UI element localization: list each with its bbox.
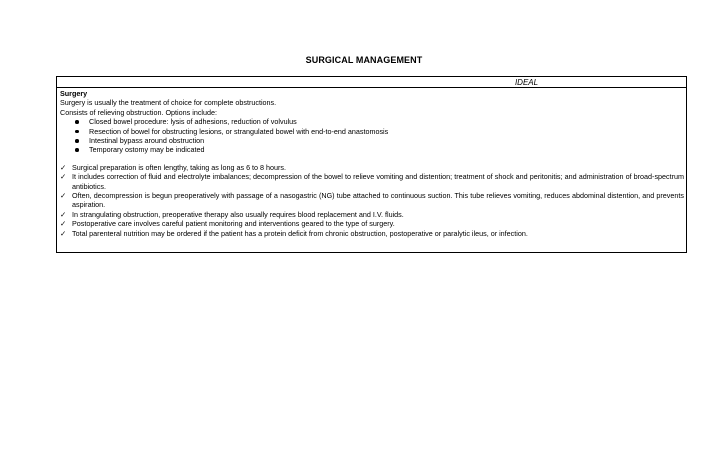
intro-line: Consists of relieving obstruction. Options include:: [60, 107, 218, 117]
check-mark-icon: ✓: [60, 162, 67, 172]
bullet-dot-icon: [75, 120, 79, 124]
check-mark-icon: ✓: [60, 209, 67, 219]
spacer: [60, 155, 684, 163]
check-item: [60, 219, 684, 228]
management-table: [56, 76, 687, 253]
column-header-ideal: IDEAL: [57, 77, 686, 88]
check-item: [60, 191, 684, 210]
check-item-text: Surgical preparation is often lengthy, taking as long as 6 to 8 hours.: [72, 162, 287, 172]
check-item: [60, 210, 684, 219]
options-list: [60, 117, 684, 155]
check-item-text: It includes correction of fluid and electrolyte imbalances; decompression of the bowel to relieve vomiting and distention; treatment of shock and peritonitis; and administration of broad-spectrum antibiotics.: [72, 172, 684, 191]
check-item-text: Total parenteral nutrition may be ordered if the patient has a protein deficit from chronic obstruction, postoperative or paralytic ileus, or infection.: [72, 228, 528, 238]
check-item-text: Postoperative care involves careful patient monitoring and interventions geared to the type of surgery.: [72, 219, 395, 229]
check-mark-icon: ✓: [60, 219, 67, 229]
check-mark-icon: ✓: [60, 172, 67, 182]
check-item: [60, 172, 684, 191]
list-item: [69, 127, 684, 136]
list-item: [69, 117, 684, 126]
list-item: [69, 145, 684, 154]
page-title: SURGICAL MANAGEMENT: [305, 55, 423, 65]
ideal-cell: [57, 88, 686, 238]
check-mark-icon: ✓: [60, 191, 67, 201]
list-item-text: Temporary ostomy may be indicated: [89, 145, 205, 155]
check-item: [60, 229, 684, 238]
bullet-dot-icon: [75, 130, 79, 134]
bullet-dot-icon: [75, 148, 79, 152]
check-item-text: In strangulating obstruction, preoperative therapy also usually requires blood replacement and I.V. fluids.: [72, 209, 404, 219]
check-mark-icon: ✓: [60, 228, 67, 238]
list-item-text: Intestinal bypass around obstruction: [89, 136, 205, 146]
list-item-text: Resection of bowel for obstructing lesions, or strangulated bowel with end-to-end anastomosis: [89, 126, 389, 136]
intro-line: Surgery is usually the treatment of choice for complete obstructions.: [60, 98, 277, 108]
bullet-dot-icon: [75, 139, 79, 143]
check-item: [60, 163, 684, 172]
list-item-text: Closed bowel procedure: lysis of adhesions, reduction of volvulus: [89, 117, 297, 127]
section-heading: Surgery: [60, 89, 88, 98]
check-item-text: Often, decompression is begun preoperatively with passage of a nasogastric (NG) tube attached to continuous suction. This tube relieves vomiting, reduces abdominal distention, and prevents aspiration.: [72, 191, 684, 210]
list-item: [69, 136, 684, 145]
checklist: [60, 163, 684, 238]
